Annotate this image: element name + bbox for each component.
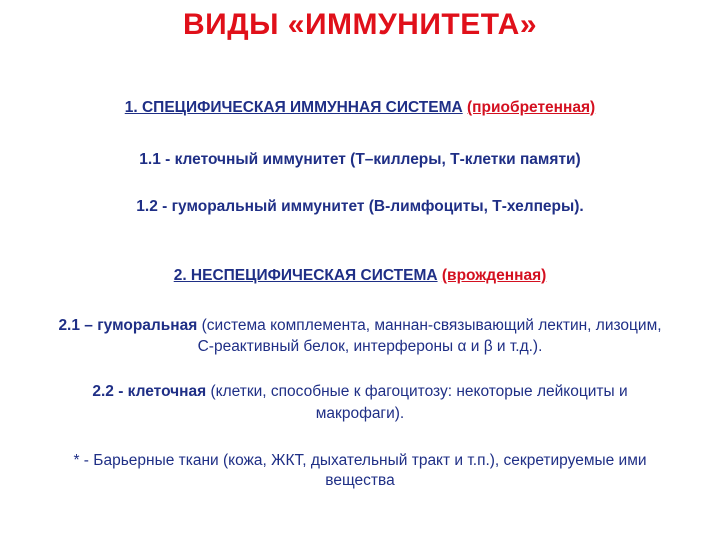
section2-item2-text-a: (клетки, способные к фагоцитозу: некоторые лейкоциты и <box>210 383 628 400</box>
section1-item1: 1.1 - клеточный иммунитет (Т–киллеры, Т-клетки памяти) <box>139 151 581 168</box>
slide-title: ВИДЫ «ИММУНИТЕТА» <box>182 8 538 41</box>
note-line1: * - Барьерные ткани (кожа, ЖКТ, дыхательный тракт и т.п.), секретируемые ими <box>73 452 647 469</box>
section2-item2-line1 <box>10 382 710 402</box>
section2-item1-text-a: (система комплемента, маннан-связывающий лектин, лизоцим, <box>201 317 662 334</box>
note-line2: вещества <box>325 472 395 489</box>
section1-qualifier: (приобретенная) <box>467 99 596 116</box>
section2-item2-line2: макрофаги). <box>315 405 405 422</box>
section2-item1-label: 2.1 – гуморальная <box>58 317 198 334</box>
section2-qualifier: (врожденная) <box>441 267 547 284</box>
section1-item2: 1.2 - гуморальный иммунитет (В-лимфоциты, Т-хелперы). <box>136 198 584 215</box>
section2-item2-label: 2.2 - клеточная <box>92 383 207 400</box>
section2-heading-line <box>10 266 710 286</box>
section2-heading: 2. НЕСПЕЦИФИЧЕСКАЯ СИСТЕМА <box>173 267 438 284</box>
section2-item1-line2: С-реактивный белок, интерфероны α и β и т.д.). <box>197 338 543 355</box>
section1-heading-line <box>10 98 710 118</box>
section2-item1-line1 <box>10 316 710 336</box>
section1-heading: 1. СПЕЦИФИЧЕСКАЯ ИММУННАЯ СИСТЕМА <box>124 99 463 116</box>
